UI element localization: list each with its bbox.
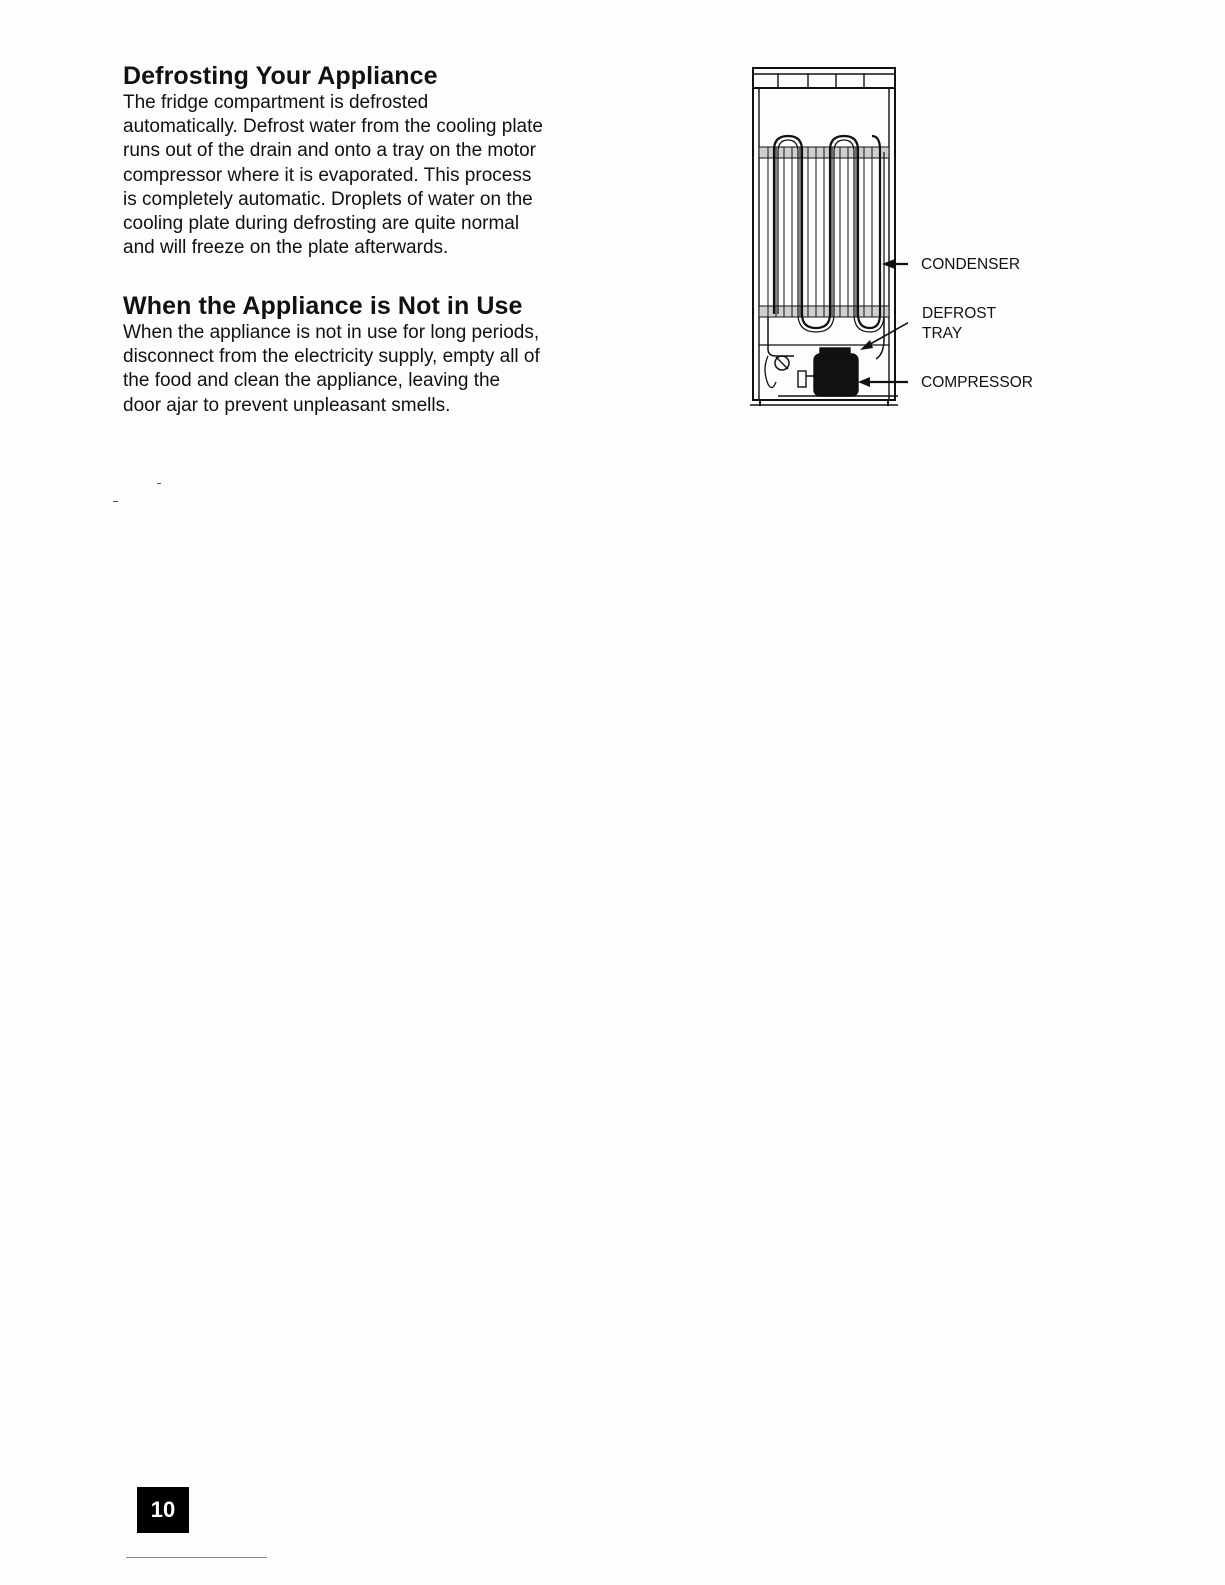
text-line: automatically. Defrost water from the cooling plate [123,116,543,138]
label-compressor: COMPRESSOR [921,374,1033,391]
text-line: The fridge compartment is defrosted [123,92,429,113]
fridge-back-diagram [748,64,908,410]
bottom-rule [126,1557,267,1558]
scan-speck [113,501,118,502]
scan-speck [157,483,161,484]
page-number: 10 [137,1487,189,1533]
label-defrost-line2: TRAY [922,325,963,342]
text-line: door ajar to prevent unpleasant smells. [123,394,451,416]
text-line: cooling plate during defrosting are quite normal [123,213,520,235]
text-line: disconnect from the electricity supply, empty all of [123,346,540,368]
label-defrost-tray [922,304,996,344]
label-condenser: CONDENSER [921,256,1021,273]
text-line: and will freeze on the plate afterwards. [123,237,449,259]
section-not-in-use [123,291,603,418]
text-line: is completely automatic. Droplets of water on the [123,188,533,210]
heading-not-in-use: When the Appliance is Not in Use [123,292,523,320]
text-line: the food and clean the appliance, leaving the [123,370,501,392]
paragraph-defrosting [123,91,603,260]
paragraph-not-in-use [123,321,603,418]
heading-defrosting: Defrosting Your Appliance [123,62,438,90]
text-line: When the appliance is not in use for long periods, [123,322,540,343]
text-line: compressor where it is evaporated. This process [123,164,532,186]
section-defrosting [123,61,603,260]
text-line: runs out of the drain and onto a tray on the motor [123,140,536,162]
label-defrost-line1: DEFROST [922,305,997,322]
